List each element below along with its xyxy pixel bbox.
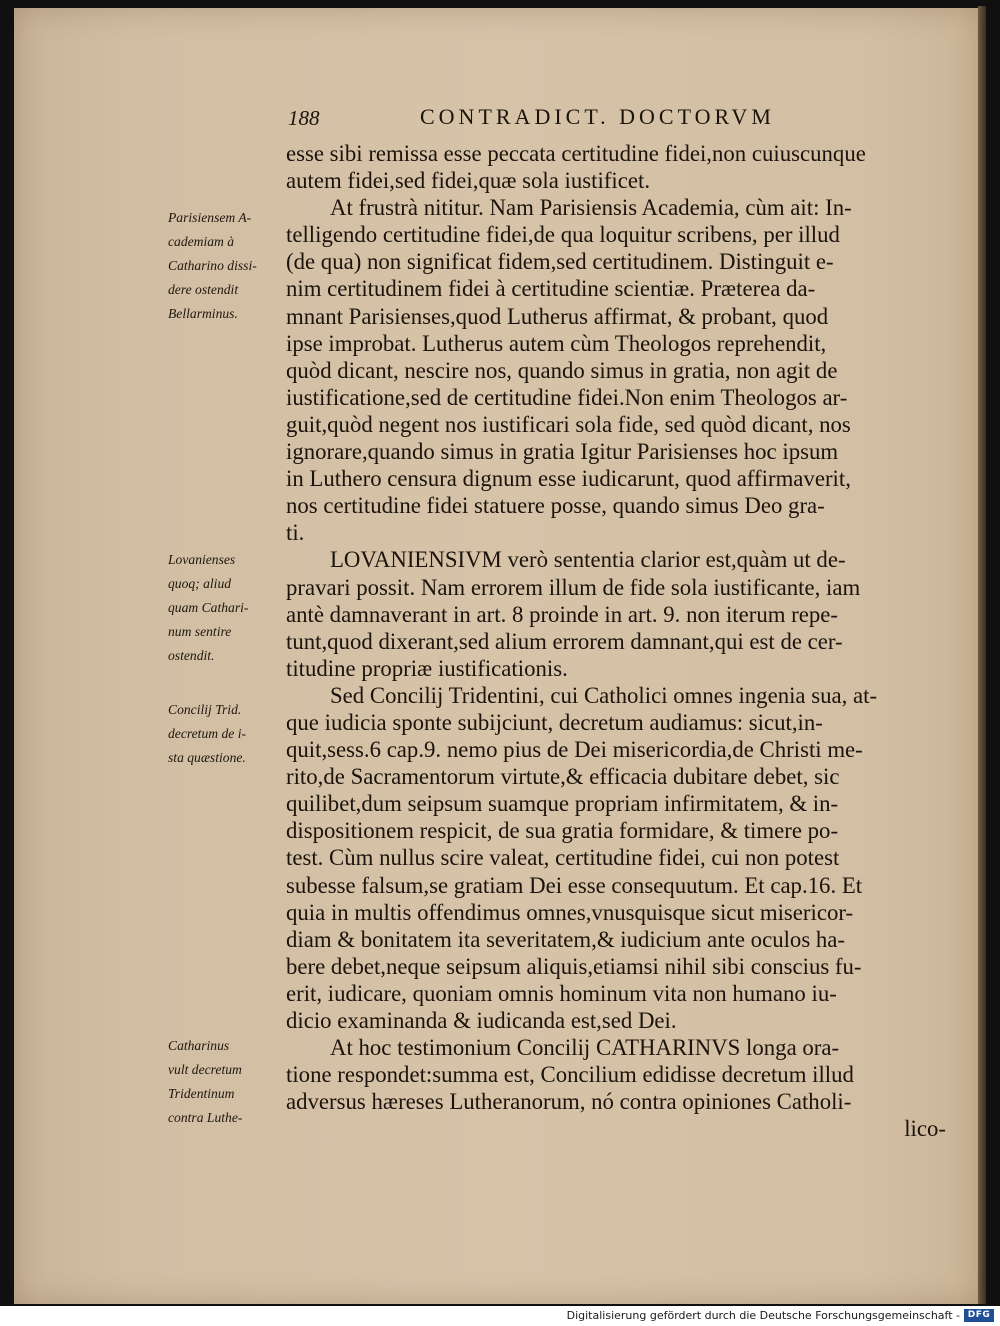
text-line: LOVANIENSIVM verò sententia clarior est,quàm ut de- xyxy=(330,547,846,573)
text-line: subesse falsum,se gratiam Dei esse consequutum. Et cap.16. Et xyxy=(286,872,863,898)
text-line: autem fidei,sed fidei,quæ sola iustificet. xyxy=(286,168,651,194)
text-line: nos certitudine fidei statuere posse, quando simus Deo gra- xyxy=(286,493,825,519)
margin-note-line: decretum de i- xyxy=(168,726,247,741)
text-line: ipse improbat. Lutherus autem cùm Theologos reprehendit, xyxy=(286,330,827,356)
text-line: At hoc testimonium Concilij CATHARINVS longa ora- xyxy=(330,1035,840,1061)
text-line: tunt,quod dixerant,sed alium errorem damnant,qui est de cer- xyxy=(286,628,843,654)
margin-note-line: quam Cathari- xyxy=(168,600,249,615)
digitization-credit: Digitalisierung gefördert durch die Deutsche Forschungsgemeinschaft - xyxy=(566,1309,960,1322)
text-line: ti. xyxy=(286,520,305,546)
margin-note-line: Lovanienses xyxy=(168,552,236,567)
text-line: tione respondet:summa est, Concilium edidisse decretum illud xyxy=(286,1062,854,1088)
text-line: ignorare,quando simus in gratia Igitur Parisienses hoc ipsum xyxy=(286,439,839,465)
margin-note-line: Bellarminus. xyxy=(168,306,238,321)
margin-note-line: quoq; aliud xyxy=(168,576,232,591)
body-text xyxy=(286,140,946,1142)
text-line: quilibet,dum seipsum suamque propriam infirmitatem, & in- xyxy=(286,791,839,817)
text-line: iustificatione,sed de certitudine fidei.Non enim Theologos ar- xyxy=(286,384,848,410)
text-line: (de qua) non significat fidem,sed certitudinem. Distinguit e- xyxy=(286,249,834,275)
text-line: que iudicia sponte subijciunt, decretum audiamus: sicut,in- xyxy=(286,709,823,735)
margin-note-line: contra Luthe- xyxy=(168,1110,243,1125)
margin-note-parisiensem xyxy=(168,206,286,326)
text-line: At frustrà nititur. Nam Parisiensis Academia, cùm ait: In- xyxy=(330,195,852,221)
text-line: bere debet,neque seipsum aliquis,etiamsi nihil sibi conscius fu- xyxy=(286,953,862,979)
text-line: in Luthero censura dignum esse iudicarunt, quod affirmaverit, xyxy=(286,466,851,492)
text-line: test. Cùm nullus scire valeat, certitudine fidei, cui non potest xyxy=(286,845,840,871)
margin-note-line: sta quæstione. xyxy=(168,750,246,765)
margin-note-line: vult decretum xyxy=(168,1062,242,1077)
text-line: quia in multis offendimus omnes,vnusquisque sicut misericor- xyxy=(286,899,854,925)
text-line: quit,sess.6 cap.9. nemo pius de Dei misericordia,de Christi me- xyxy=(286,737,863,763)
margin-note-lovanienses xyxy=(168,548,286,668)
margin-note-line: ostendit. xyxy=(168,648,215,663)
text-line: pravari possit. Nam errorem illum de fide sola iustificante, iam xyxy=(286,574,861,600)
text-line: nim certitudinem fidei à certitudine scientiæ. Præterea da- xyxy=(286,276,816,302)
margin-note-line: Catharinus xyxy=(168,1038,230,1053)
catchword: lico- xyxy=(904,1116,946,1142)
margin-note-line: Parisiensem A- xyxy=(168,210,252,225)
text-line: adversus hæreses Lutheranorum, nó contra opiniones Catholi- xyxy=(286,1089,852,1115)
text-line: guit,quòd negent nos iustificari sola fide, sed quòd dicant, nos xyxy=(286,411,851,437)
text-line: esse sibi remissa esse peccata certitudine fidei,non cuiuscunque xyxy=(286,141,866,166)
text-line: telligendo certitudine fidei,de qua loquitur scribens, per illud xyxy=(286,222,840,248)
running-title: CONTRADICT. DOCTORVM xyxy=(420,104,775,129)
text-line: erit, iudicare, quoniam omnis hominum vita non humano iu- xyxy=(286,980,837,1006)
margin-note-catharinus xyxy=(168,1034,286,1130)
margin-note-concilij xyxy=(168,698,286,770)
text-line: antè damnaverant in art. 8 proinde in art. 9. non iterum repe- xyxy=(286,601,838,627)
text-line: Sed Concilij Tridentini, cui Catholici omnes ingenia sua, at- xyxy=(330,682,878,708)
margin-note-line: cademiam à xyxy=(168,234,235,249)
margin-note-line: dere ostendit xyxy=(168,282,239,297)
text-line: mnant Parisienses,quod Lutherus affirmat, & probant, quod xyxy=(286,303,829,329)
footer-bar xyxy=(0,1306,1000,1326)
page-edge xyxy=(978,6,986,1304)
text-line: quòd dicant, nescire nos, quando simus in gratia, non agit de xyxy=(286,357,838,383)
text-line: titudine propriæ iustificationis. xyxy=(286,655,568,681)
text-line: dispositionem respicit, de sua gratia formidare, & timere po- xyxy=(286,818,839,844)
margin-note-line: Catharino dissi- xyxy=(168,258,257,273)
text-line: rito,de Sacramentorum virtute,& efficacia dubitare debet, sic xyxy=(286,764,840,790)
dfg-logo: DFG xyxy=(964,1309,994,1322)
text-line: diam & bonitatem ita severitatem,& iudicium ante oculos ha- xyxy=(286,926,846,952)
page-number: 188 xyxy=(288,106,320,130)
margin-note-line: Tridentinum xyxy=(168,1086,235,1101)
page-header xyxy=(288,104,948,130)
margin-note-line: Concilij Trid. xyxy=(168,702,242,717)
text-line: dicio examinanda & iudicanda est,sed Dei. xyxy=(286,1008,677,1033)
margin-note-line: num sentire xyxy=(168,624,232,639)
